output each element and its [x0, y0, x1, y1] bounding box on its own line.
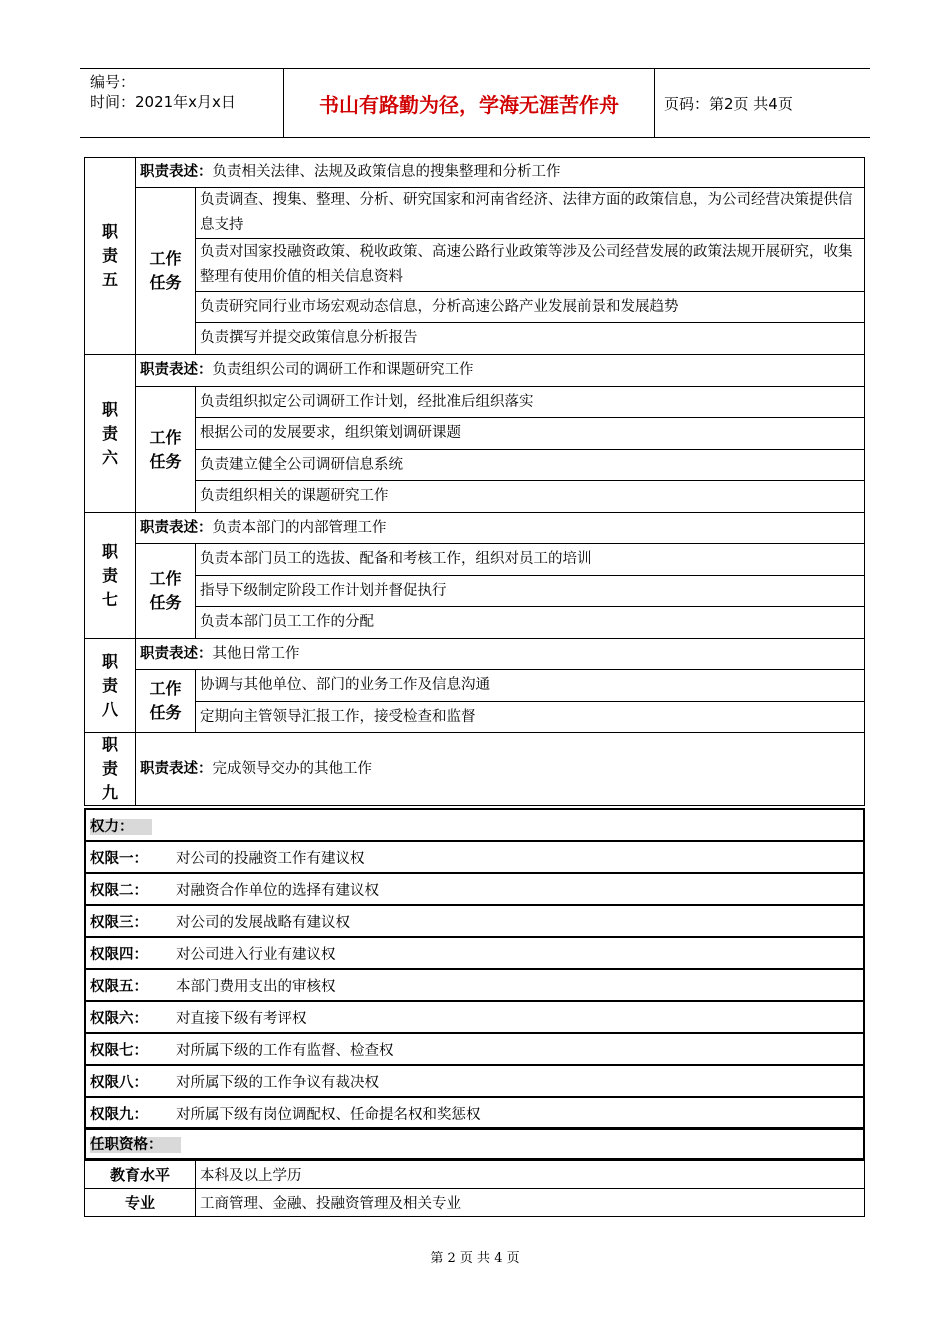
duty-6-title [85, 355, 136, 513]
major-label: 专业 [85, 1189, 196, 1217]
powers-header [85, 809, 864, 841]
description-text: 负责相关法律、法规及政策信息的搜集整理和分析工作 [212, 164, 561, 180]
header-meta [80, 69, 284, 137]
task-label-text: 工作 任务 [149, 427, 182, 471]
power-text: 对公司进入行业有建议权 [176, 946, 336, 963]
power-label: 权限四： [90, 946, 148, 963]
qualifications-title: 任职资格： [90, 1137, 181, 1153]
power-label: 权限八： [90, 1074, 148, 1091]
task-item: 负责组织相关的课题研究工作 [196, 481, 865, 513]
task-item: 指导下级制定阶段工作计划并督促执行 [196, 576, 865, 607]
education-value: 本科及以上学历 [196, 1161, 865, 1189]
task-item: 负责撰写并提交政策信息分析报告 [196, 323, 865, 355]
document-number: 编号： [90, 73, 136, 91]
power-row [85, 969, 864, 1001]
duty-8-title [85, 639, 136, 733]
duty-7-title [85, 513, 136, 639]
powers-table [84, 808, 865, 1130]
duty-title-text: 职 责 八 [101, 651, 118, 719]
task-item: 负责调查、搜集、整理、分析、研究国家和河南省经济、法律方面的政策信息，为公司经营决策提供信息支持 [196, 188, 865, 239]
task-item: 负责建立健全公司调研信息系统 [196, 450, 865, 481]
duty-6-task-label [136, 387, 196, 513]
power-row [85, 1065, 864, 1097]
power-label: 权限五： [90, 978, 148, 995]
description-text: 完成领导交办的其他工作 [212, 760, 372, 777]
power-text: 对直接下级有考评权 [176, 1010, 307, 1027]
duty-9-title [85, 733, 136, 806]
power-row [85, 873, 864, 905]
power-label: 权限六： [90, 1010, 148, 1027]
power-label: 权限二： [90, 882, 148, 899]
duty-9-description [136, 733, 865, 806]
description-label: 职责表述： [140, 362, 213, 378]
power-text: 对所属下级的工作有监督、检查权 [176, 1042, 394, 1059]
description-label: 职责表述： [140, 164, 213, 180]
duty-5-task-label [136, 188, 196, 355]
description-text: 负责本部门的内部管理工作 [212, 519, 387, 536]
power-label: 权限九： [90, 1106, 148, 1123]
duty-title-text: 职 责 五 [101, 222, 118, 289]
duty-5-title [85, 158, 136, 355]
description-label: 职责表述： [140, 645, 213, 662]
power-label: 权限一： [90, 850, 148, 867]
duty-5-description [136, 158, 865, 188]
page-footer: 第 2 页 共 4 页 [430, 1251, 520, 1266]
duty-8-task-label [136, 670, 196, 733]
duty-title-text: 职 责 九 [101, 735, 118, 802]
task-item: 负责研究同行业市场宏观动态信息，分析高速公路产业发展前景和发展趋势 [196, 292, 865, 323]
qualifications-header-table [84, 1127, 865, 1160]
education-label: 教育水平 [85, 1161, 196, 1189]
task-item: 负责组织拟定公司调研工作计划，经批准后组织落实 [196, 387, 865, 418]
task-item: 负责本部门员工的选拔、配备和考核工作，组织对员工的培训 [196, 544, 865, 576]
duty-7-description [136, 513, 865, 544]
description-text: 其他日常工作 [212, 645, 300, 662]
duties-table [84, 157, 865, 806]
description-label: 职责表述： [140, 519, 213, 536]
duty-title-text: 职 责 七 [101, 541, 118, 609]
power-row [85, 1033, 864, 1065]
task-item: 负责本部门员工工作的分配 [196, 607, 865, 639]
task-label-text: 工作 任务 [149, 249, 182, 292]
power-row [85, 905, 864, 937]
power-text: 对公司的发展战略有建议权 [176, 914, 350, 931]
duty-7-task-label [136, 544, 196, 639]
description-label: 职责表述： [140, 760, 213, 777]
task-item: 协调与其他单位、部门的业务工作及信息沟通 [196, 670, 865, 702]
task-label-text: 工作 任务 [149, 679, 182, 722]
power-text: 对公司的投融资工作有建议权 [176, 850, 365, 867]
power-row [85, 841, 864, 873]
power-row [85, 1001, 864, 1033]
power-label: 权限三： [90, 914, 148, 931]
task-item: 根据公司的发展要求，组织策划调研课题 [196, 418, 865, 450]
header-page-number: 页码：第2页 共4页 [664, 94, 793, 113]
qualifications-header [85, 1128, 864, 1159]
duty-title-text: 职 责 六 [101, 399, 118, 467]
page-header [80, 68, 870, 138]
task-item: 负责对国家投融资政策、税收政策、高速公路行业政策等涉及公司经营发展的政策法规开展研究，收集整理有使用价值的相关信息资料 [196, 239, 865, 292]
power-row [85, 1097, 864, 1129]
powers-title: 权力： [90, 819, 152, 835]
duty-8-description [136, 639, 865, 670]
power-label: 权限七： [90, 1042, 148, 1059]
power-text: 本部门费用支出的审核权 [176, 978, 336, 995]
power-text: 对所属下级的工作争议有裁决权 [176, 1074, 379, 1091]
task-label-text: 工作 任务 [149, 569, 182, 612]
power-row [85, 937, 864, 969]
header-motto: 书山有路勤为径，学海无涯苦作舟 [284, 69, 655, 137]
power-text: 对融资合作单位的选择有建议权 [176, 882, 379, 899]
description-text: 负责组织公司的调研工作和课题研究工作 [212, 362, 474, 378]
task-item: 定期向主管领导汇报工作，接受检查和监督 [196, 702, 865, 733]
document-date: 时间：2021年x月x日 [90, 93, 236, 111]
major-value: 工商管理、金融、投融资管理及相关专业 [196, 1189, 865, 1217]
power-text: 对所属下级有岗位调配权、任命提名权和奖惩权 [176, 1106, 481, 1123]
qualifications-table [84, 1160, 865, 1217]
duty-6-description [136, 355, 865, 387]
